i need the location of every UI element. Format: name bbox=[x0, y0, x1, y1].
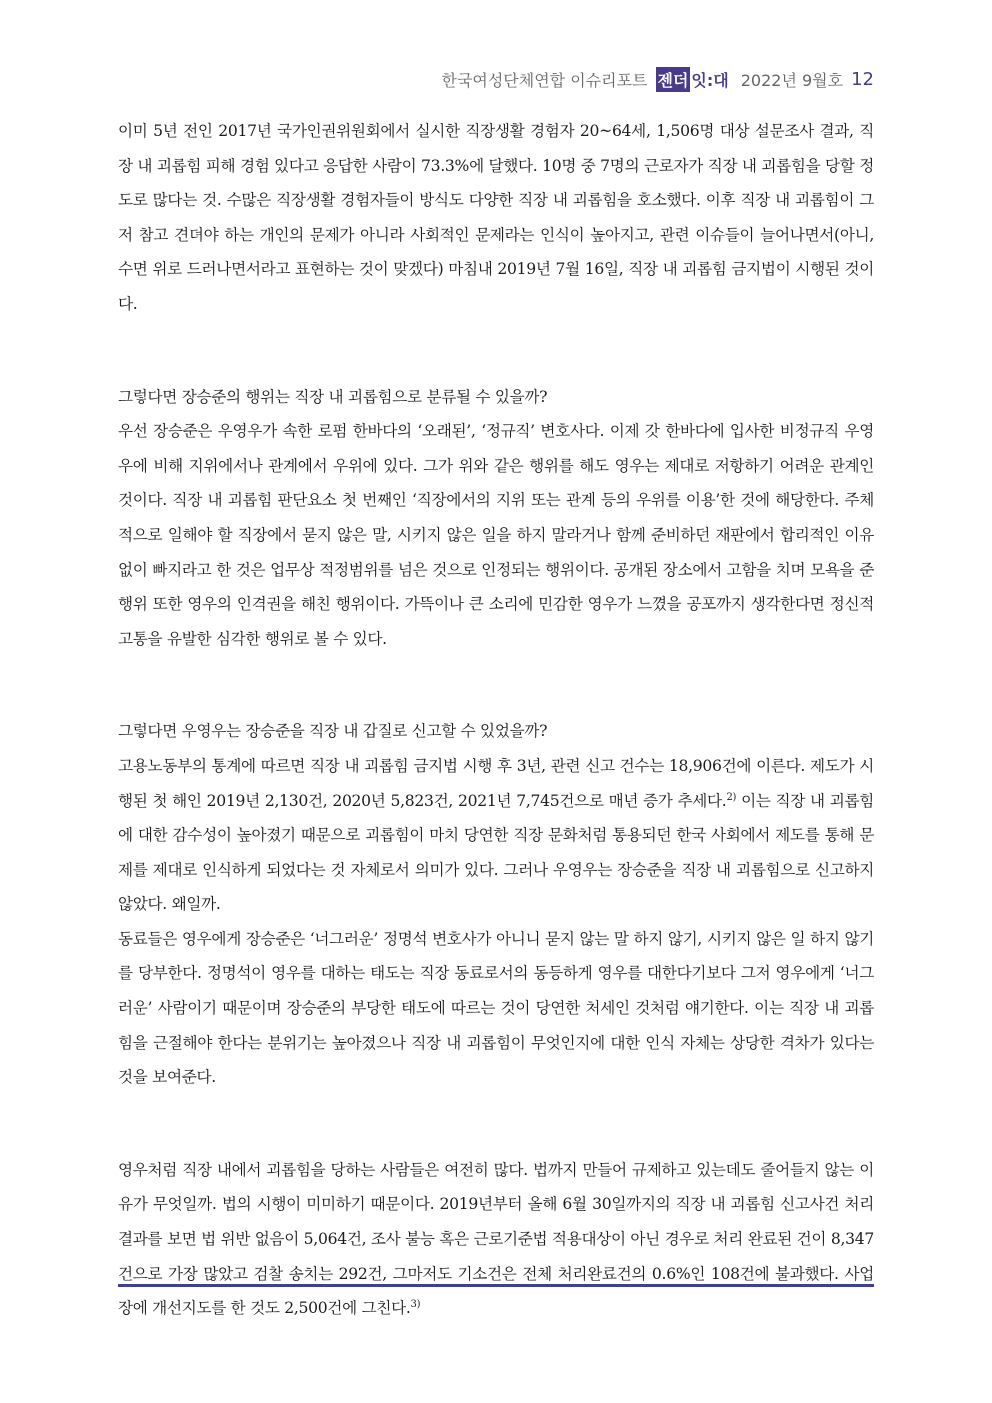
issue-date: 2022년 9월호 bbox=[740, 70, 844, 90]
spacer bbox=[118, 1095, 874, 1153]
paragraph-5 bbox=[118, 1153, 874, 1326]
paragraph-4: 동료들은 영우에게 장승준은 ‘너그러운’ 정명석 변호사가 아니니 묻지 않는 말 하지 않기, 시키지 않은 일 하지 않기를 당부한다. 정명석이 영우를 대하는 태도는 직장 동료로서의 동등하게 영우를 대한다기보다 그저 영우에게 ‘너그러운’ 사람이기 때문이며 장승준의 부당한 태도에 따르는 것이 당연한 처세인 것처럼 얘기한다. 이는 직장 내 괴롭힘을 근절해야 한다는 분위기는 높아졌으나 직장 내 괴롭힘이 무엇인지에 대한 인식 자체는 상당한 격차가 있다는 것을 보여준다. bbox=[118, 929, 874, 1087]
page-number: 12 bbox=[851, 68, 874, 90]
paragraph-5-text: 영우처럼 직장 내에서 괴롭힘을 당하는 사람들은 여전히 많다. 법까지 만들어 규제하고 있는데도 줄어들지 않는 이유가 무엇일까. 법의 시행이 미미하기 때문이다. 2019년부터 올해 6월 30일까지의 직장 내 괴롭힘 신고사건 처리 결과를 보면 법 위반 없음이 5,064건, 조사 불능 혹은 근로기준법 적용대상이 아닌 경우로 처리 완료된 건이 8,347건으로 가장 많았고 검찰 송치는 292건, 그마저도 기소건은 전체 처리완료건의 0.6%인 108건에 불과했다. 사업장에 개선지도를 한 것도 2,500건에 그친다. bbox=[118, 1160, 874, 1318]
footnote-ref-3: 3) bbox=[410, 1299, 421, 1311]
section-question-1: 그렇다면 장승준의 행위는 직장 내 괴롭힘으로 분류될 수 있을까? bbox=[118, 387, 548, 406]
page-header bbox=[441, 64, 874, 94]
paragraph-3 bbox=[118, 749, 874, 922]
paragraph-3-text-b: 이는 직장 내 괴롭힘에 대한 감수성이 높아졌기 때문으로 괴롭힘이 마치 당연한 직장 문화처럼 통용되던 한국 사회에서 제도를 통해 문제를 제대로 인식하게 되었다는 것 자체로서 의미가 있다. 그러나 우영우는 장승준을 직장 내 괴롭힘으로 신고하지 않았다. 왜일까. bbox=[118, 791, 874, 914]
bottom-divider bbox=[118, 1284, 874, 1287]
paragraph-2: 우선 장승준은 우영우가 속한 로펌 한바다의 ‘오래된’, ‘정규직’ 변호사다. 이제 갓 한바다에 입사한 비정규직 우영우에 비해 지위에서나 관계에서 우위에 있다. 그가 위와 같은 행위를 해도 영우는 제대로 저항하기 어려운 관계인 것이다. 직장 내 괴롭힘 판단요소 첫 번째인 ‘직장에서의 지위 또는 관계 등의 우위를 이용’한 것에 해당한다. 주체적으로 일해야 할 직장에서 묻지 않은 말, 시키지 않은 일을 하지 말라거나 함께 준비하던 재판에서 합리적인 이유 없이 빠지라고 한 것은 업무상 적정범위를 넘은 것으로 인정되는 행위이다. 공개된 장소에서 고함을 치며 모욕을 준 행위 또한 영우의 인격권을 해친 행위이다. 가뜩이나 큰 소리에 민감한 영우가 느꼈을 공포까지 생각한다면 정신적 고통을 유발한 심각한 행위로 볼 수 있다. bbox=[118, 422, 874, 648]
newsletter-logo bbox=[656, 67, 729, 92]
section-question-2: 그렇다면 우영우는 장승준을 직장 내 갑질로 신고할 수 있었을까? bbox=[118, 722, 548, 741]
paragraph-3-text-a: 고용노동부의 통계에 따르면 직장 내 괴롭힘 금지법 시행 후 3년, 관련 신고 건수는 18,906건에 이른다. 제도가 시행된 첫 해인 2019년 2,130건, 2020년 5,823건, 2021년 7,745건으로 매년 증가 추세다. bbox=[118, 756, 874, 810]
footnote-ref-2: 2) bbox=[726, 791, 737, 803]
logo-rest-text: 잇:대 bbox=[691, 70, 729, 90]
logo-box-text: 젠더 bbox=[656, 67, 691, 92]
spacer bbox=[118, 656, 874, 714]
spacer bbox=[118, 322, 874, 380]
paragraph-1: 이미 5년 전인 2017년 국가인권위원회에서 실시한 직장생활 경험자 20~64세, 1,506명 대상 설문조사 결과, 직장 내 괴롭힘 피해 경험 있다고 응답한 사람이 73.3%에 달했다. 10명 중 7명의 근로자가 직장 내 괴롭힘을 당할 정도로 많다는 것. 수많은 직장생활 경험자들이 방식도 다양한 직장 내 괴롭힘을 호소했다. 이후 직장 내 괴롭힘이 그저 참고 견뎌야 하는 개인의 문제가 아니라 사회적인 문제라는 인식이 높아지고, 관련 이슈들이 늘어나면서(아니, 수면 위로 드러나면서라고 표현하는 것이 맞겠다) 마침내 2019년 7월 16일, 직장 내 괴롭힘 금지법이 시행된 것이다. bbox=[118, 122, 874, 313]
article-body bbox=[118, 114, 874, 1326]
header-org: 한국여성단체연합 이슈리포트 bbox=[441, 70, 648, 90]
